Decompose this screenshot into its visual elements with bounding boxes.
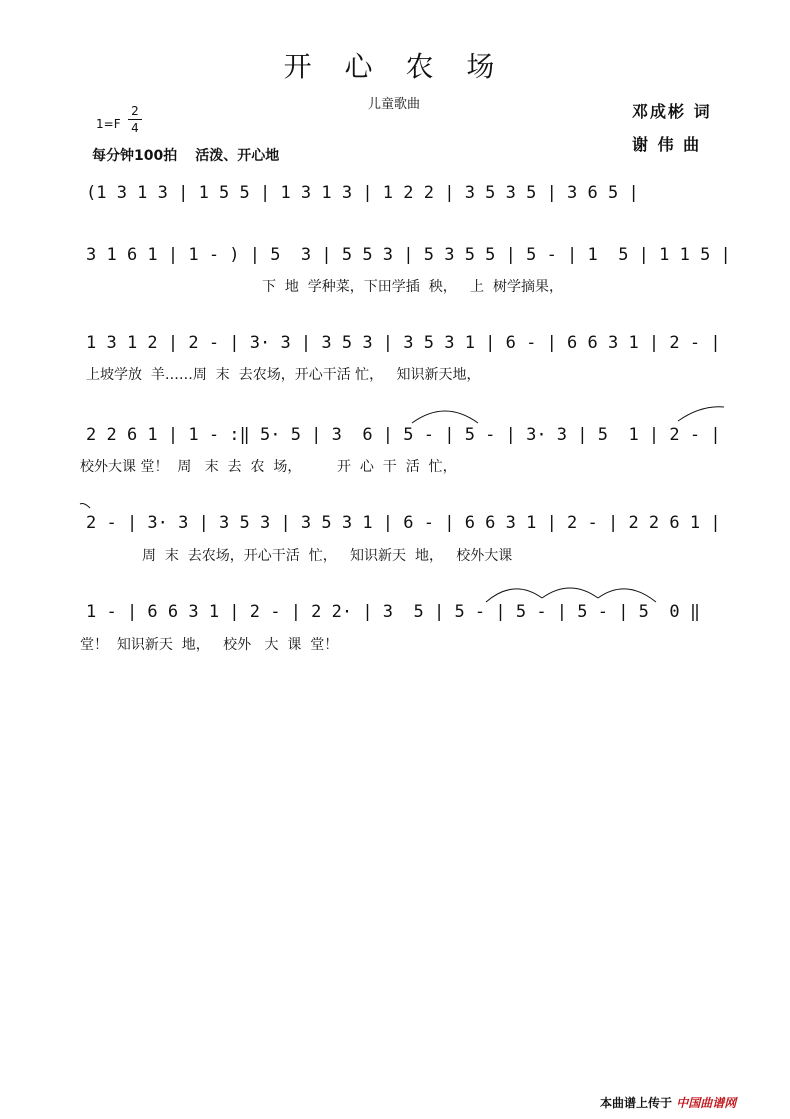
tempo-bpm: 每分钟100拍 (92, 148, 178, 164)
song-subtitle: 儿童歌曲 (368, 97, 421, 112)
tempo-expression: 活泼、开心地 (195, 148, 280, 164)
notes-row-4: 2 2 6 1 | 1 - :‖ 5· 5 | 3 6 | 5 - | 5 - | 3· 3 | 5 1 | 2 - | (86, 425, 721, 445)
score-system-6 (0, 597, 790, 637)
key-signature: 1=F (96, 117, 121, 131)
notes-row-1: (1 3 1 3 | 1 5 5 | 1 3 1 3 | 1 2 2 | 3 5 3 5 | 3 6 5 | (86, 183, 639, 203)
tie-arc (484, 582, 664, 604)
lyrics-row-6: 堂！ 知识新天 地， 校外 大 课 堂！ (80, 637, 339, 653)
lyrics-row-3: 上坡学放 羊……周 末 去农场，开心干活 忙， 知识新天地， (86, 367, 481, 383)
lyrics-row-5: 周 末 去农场，开心干活 忙， 知识新天 地， 校外大课 (142, 548, 513, 564)
notes-row-6: 1 - | 6 6 3 1 | 2 - | 2 2· | 3 5 | 5 - | 5 - | 5 - | 5 0 ‖ (86, 602, 701, 622)
time-signature-bottom: 4 (131, 121, 139, 135)
site-logo: 中国曲谱网 (676, 1096, 737, 1110)
tie-arc (676, 403, 726, 423)
footer-credit (600, 1094, 736, 1111)
song-title: 开 心 农 场 (283, 50, 507, 83)
lyrics-row-4: 校外大课 堂！ 周 末 去 农 场， 开 心 干 活 忙， (80, 459, 457, 475)
score-system-2 (0, 240, 790, 280)
tempo-marking (92, 145, 279, 165)
tie-arc (410, 405, 480, 425)
notes-row-2: 3 1 6 1 | 1 - ) | 5 3 | 5 5 3 | 5 3 5 5 | 5 - | 1 5 | 1 1 5 | (86, 245, 731, 265)
time-signature (128, 104, 142, 135)
score-system-1 (0, 178, 790, 218)
lyricist-credit: 邓成彬 词 (632, 102, 712, 121)
footer-upload-label: 本曲谱上传于 (600, 1096, 673, 1110)
notes-row-3: 1 3 1 2 | 2 - | 3· 3 | 3 5 3 | 3 5 3 1 | 6 - | 6 6 3 1 | 2 - | (86, 333, 721, 353)
score-system-3 (0, 328, 790, 368)
tie-arc (78, 500, 92, 510)
score-system-5 (0, 508, 790, 548)
score-system-4 (0, 420, 790, 460)
composer-credit: 谢 伟 曲 (632, 135, 702, 154)
time-signature-top: 2 (131, 104, 139, 118)
notes-row-5: 2 - | 3· 3 | 3 5 3 | 3 5 3 1 | 6 - | 6 6 3 1 | 2 - | 2 2 6 1 | (86, 513, 721, 533)
lyrics-row-2: 下 地 学种菜，下田学插 秧， 上 树学摘果， (262, 279, 563, 295)
